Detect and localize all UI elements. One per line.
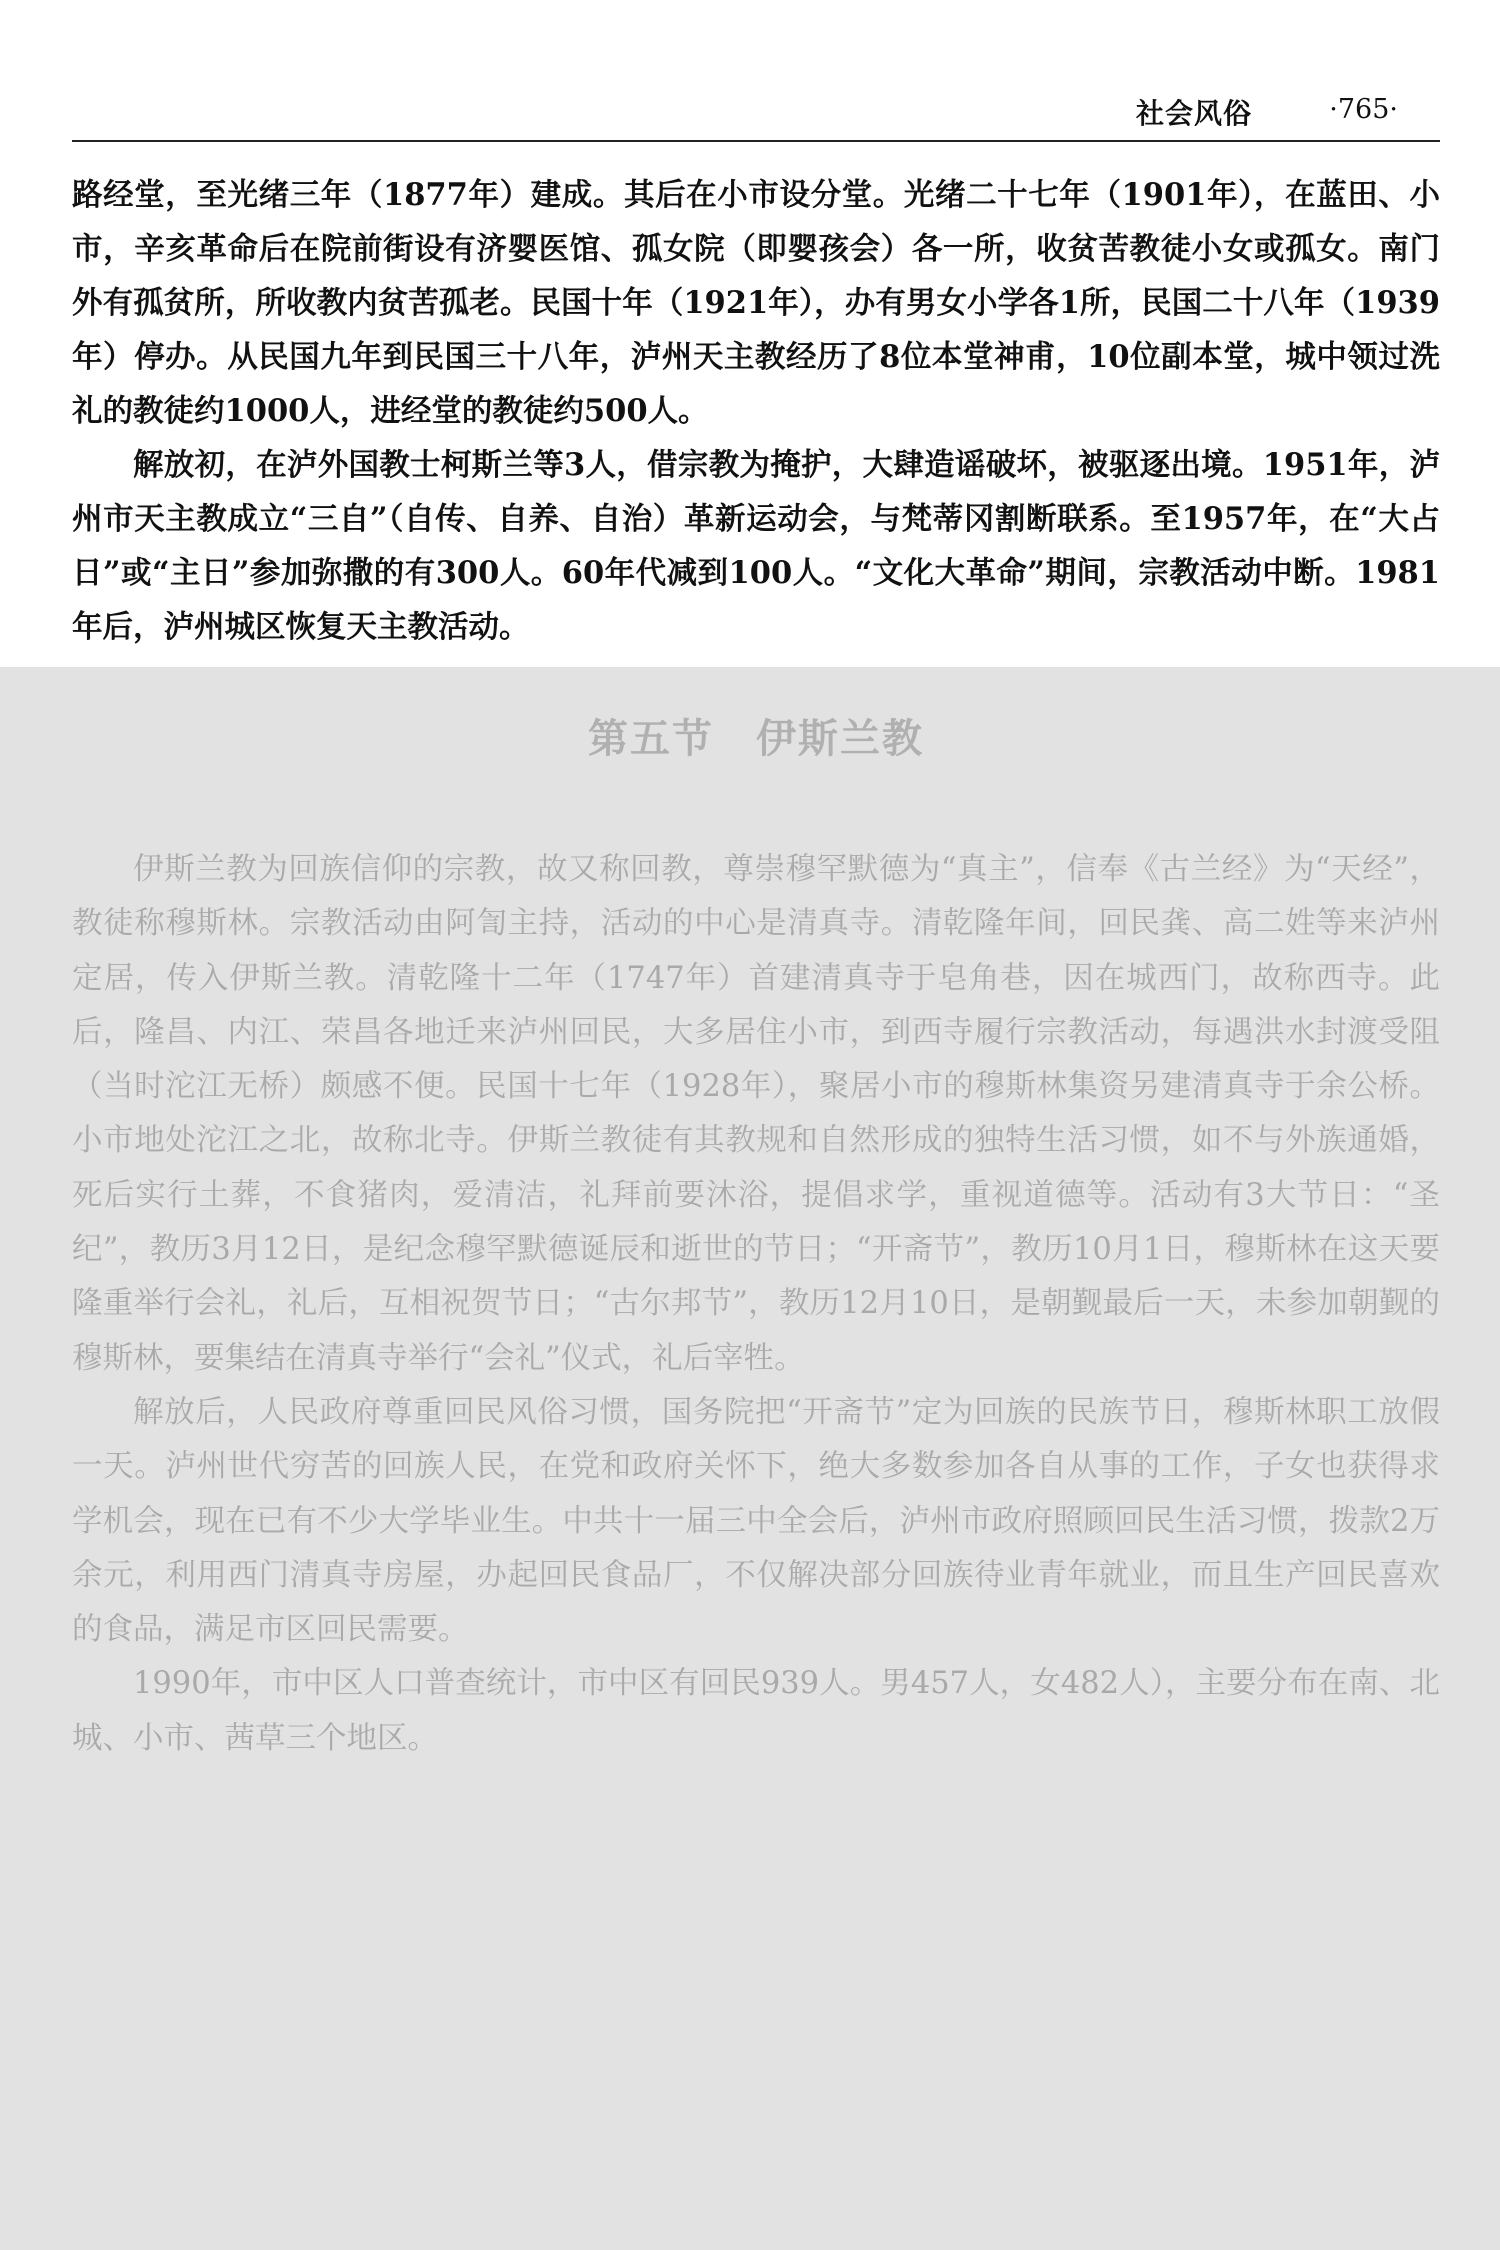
upper-text-block <box>72 168 1440 654</box>
section-body <box>72 843 1440 1766</box>
header-section-title: 社会风俗 <box>1135 97 1252 130</box>
running-header <box>72 88 1440 142</box>
page-number: ·765· <box>1329 94 1398 125</box>
section-heading: 第五节 伊斯兰教 <box>588 716 924 762</box>
paragraph: 1990年，市中区人口普查统计，市中区有回民939人。男457人，女482人），主要分布在南、北城、小市、茜草三个地区。 <box>72 1666 1440 1756</box>
faded-lower-section <box>0 667 1500 2250</box>
paragraph: 解放后，人民政府尊重回民风俗习惯，国务院把“开斋节”定为回族的民族节日，穆斯林职工放假一天。泸州世代穷苦的回族人民，在党和政府关怀下，绝大多数参加各自从事的工作，子女也获得求学机会，现在已有不少大学毕业生。中共十一届三中全会后，泸州市政府照顾回民生活习惯，拨款2万余元，利用西门清真寺房屋，办起回民食品厂，不仅解决部分回族待业青年就业，而且生产回民喜欢的食品，满足市区回民需要。 <box>72 1394 1440 1648</box>
paragraph: 伊斯兰教为回族信仰的宗教，故又称回教，尊崇穆罕默德为“真主”，信奉《古兰经》为“天经”，教徒称穆斯林。宗教活动由阿訇主持，活动的中心是清真寺。清乾隆年间，回民龚、高二姓等来泸州定居，传入伊斯兰教。清乾隆十二年（1747年）首建清真寺于皂角巷，因在城西门，故称西寺。此后，隆昌、内江、荣昌各地迁来泸州回民，大多居住小市，到西寺履行宗教活动，每遇洪水封渡受阻（当时沱江无桥）颇感不便。民国十七年（1928年），聚居小市的穆斯林集资另建清真寺于余公桥。小市地处沱江之北，故称北寺。伊斯兰教徒有其教规和自然形成的独特生活习惯，如不与外族通婚，死后实行土葬，不食猪肉，爱清洁，礼拜前要沐浴，提倡求学，重视道德等。活动有3大节日：“圣纪”，教历3月12日，是纪念穆罕默德诞辰和逝世的节日；“开斋节”，教历10月1日，穆斯林在这天要隆重举行会礼，礼后，互相祝贺节日；“古尔邦节”，教历12月10日，是朝觐最后一天，未参加朝觐的穆斯林，要集结在清真寺举行“会礼”仪式，礼后宰牲。 <box>72 852 1440 1376</box>
paragraph: 解放初，在泸外国教士柯斯兰等3人，借宗教为掩护，大肆造谣破坏，被驱逐出境。1951年，泸州市天主教成立“三自”（自传、自养、自治）革新运动会，与梵蒂冈割断联系。至1957年，在“大占日”或“主日”参加弥撒的有300人。60年代减到100人。“文化大革命”期间，宗教活动中断。1981年后，泸州城区恢复天主教活动。 <box>72 447 1440 645</box>
paragraph-continued: 路经堂，至光绪三年（1877年）建成。其后在小市设分堂。光绪二十七年（1901年），在蓝田、小市，辛亥革命后在院前街设有济婴医馆、孤女院（即婴孩会）各一所，收贫苦教徒小女或孤女。南门外有孤贫所，所收教内贫苦孤老。民国十年（1921年），办有男女小学各1所，民国二十八年（1939年）停办。从民国九年到民国三十八年，泸州天主教经历了8位本堂神甫，10位副本堂，城中领过洗礼的教徒约1000人，进经堂的教徒约500人。 <box>72 177 1440 429</box>
